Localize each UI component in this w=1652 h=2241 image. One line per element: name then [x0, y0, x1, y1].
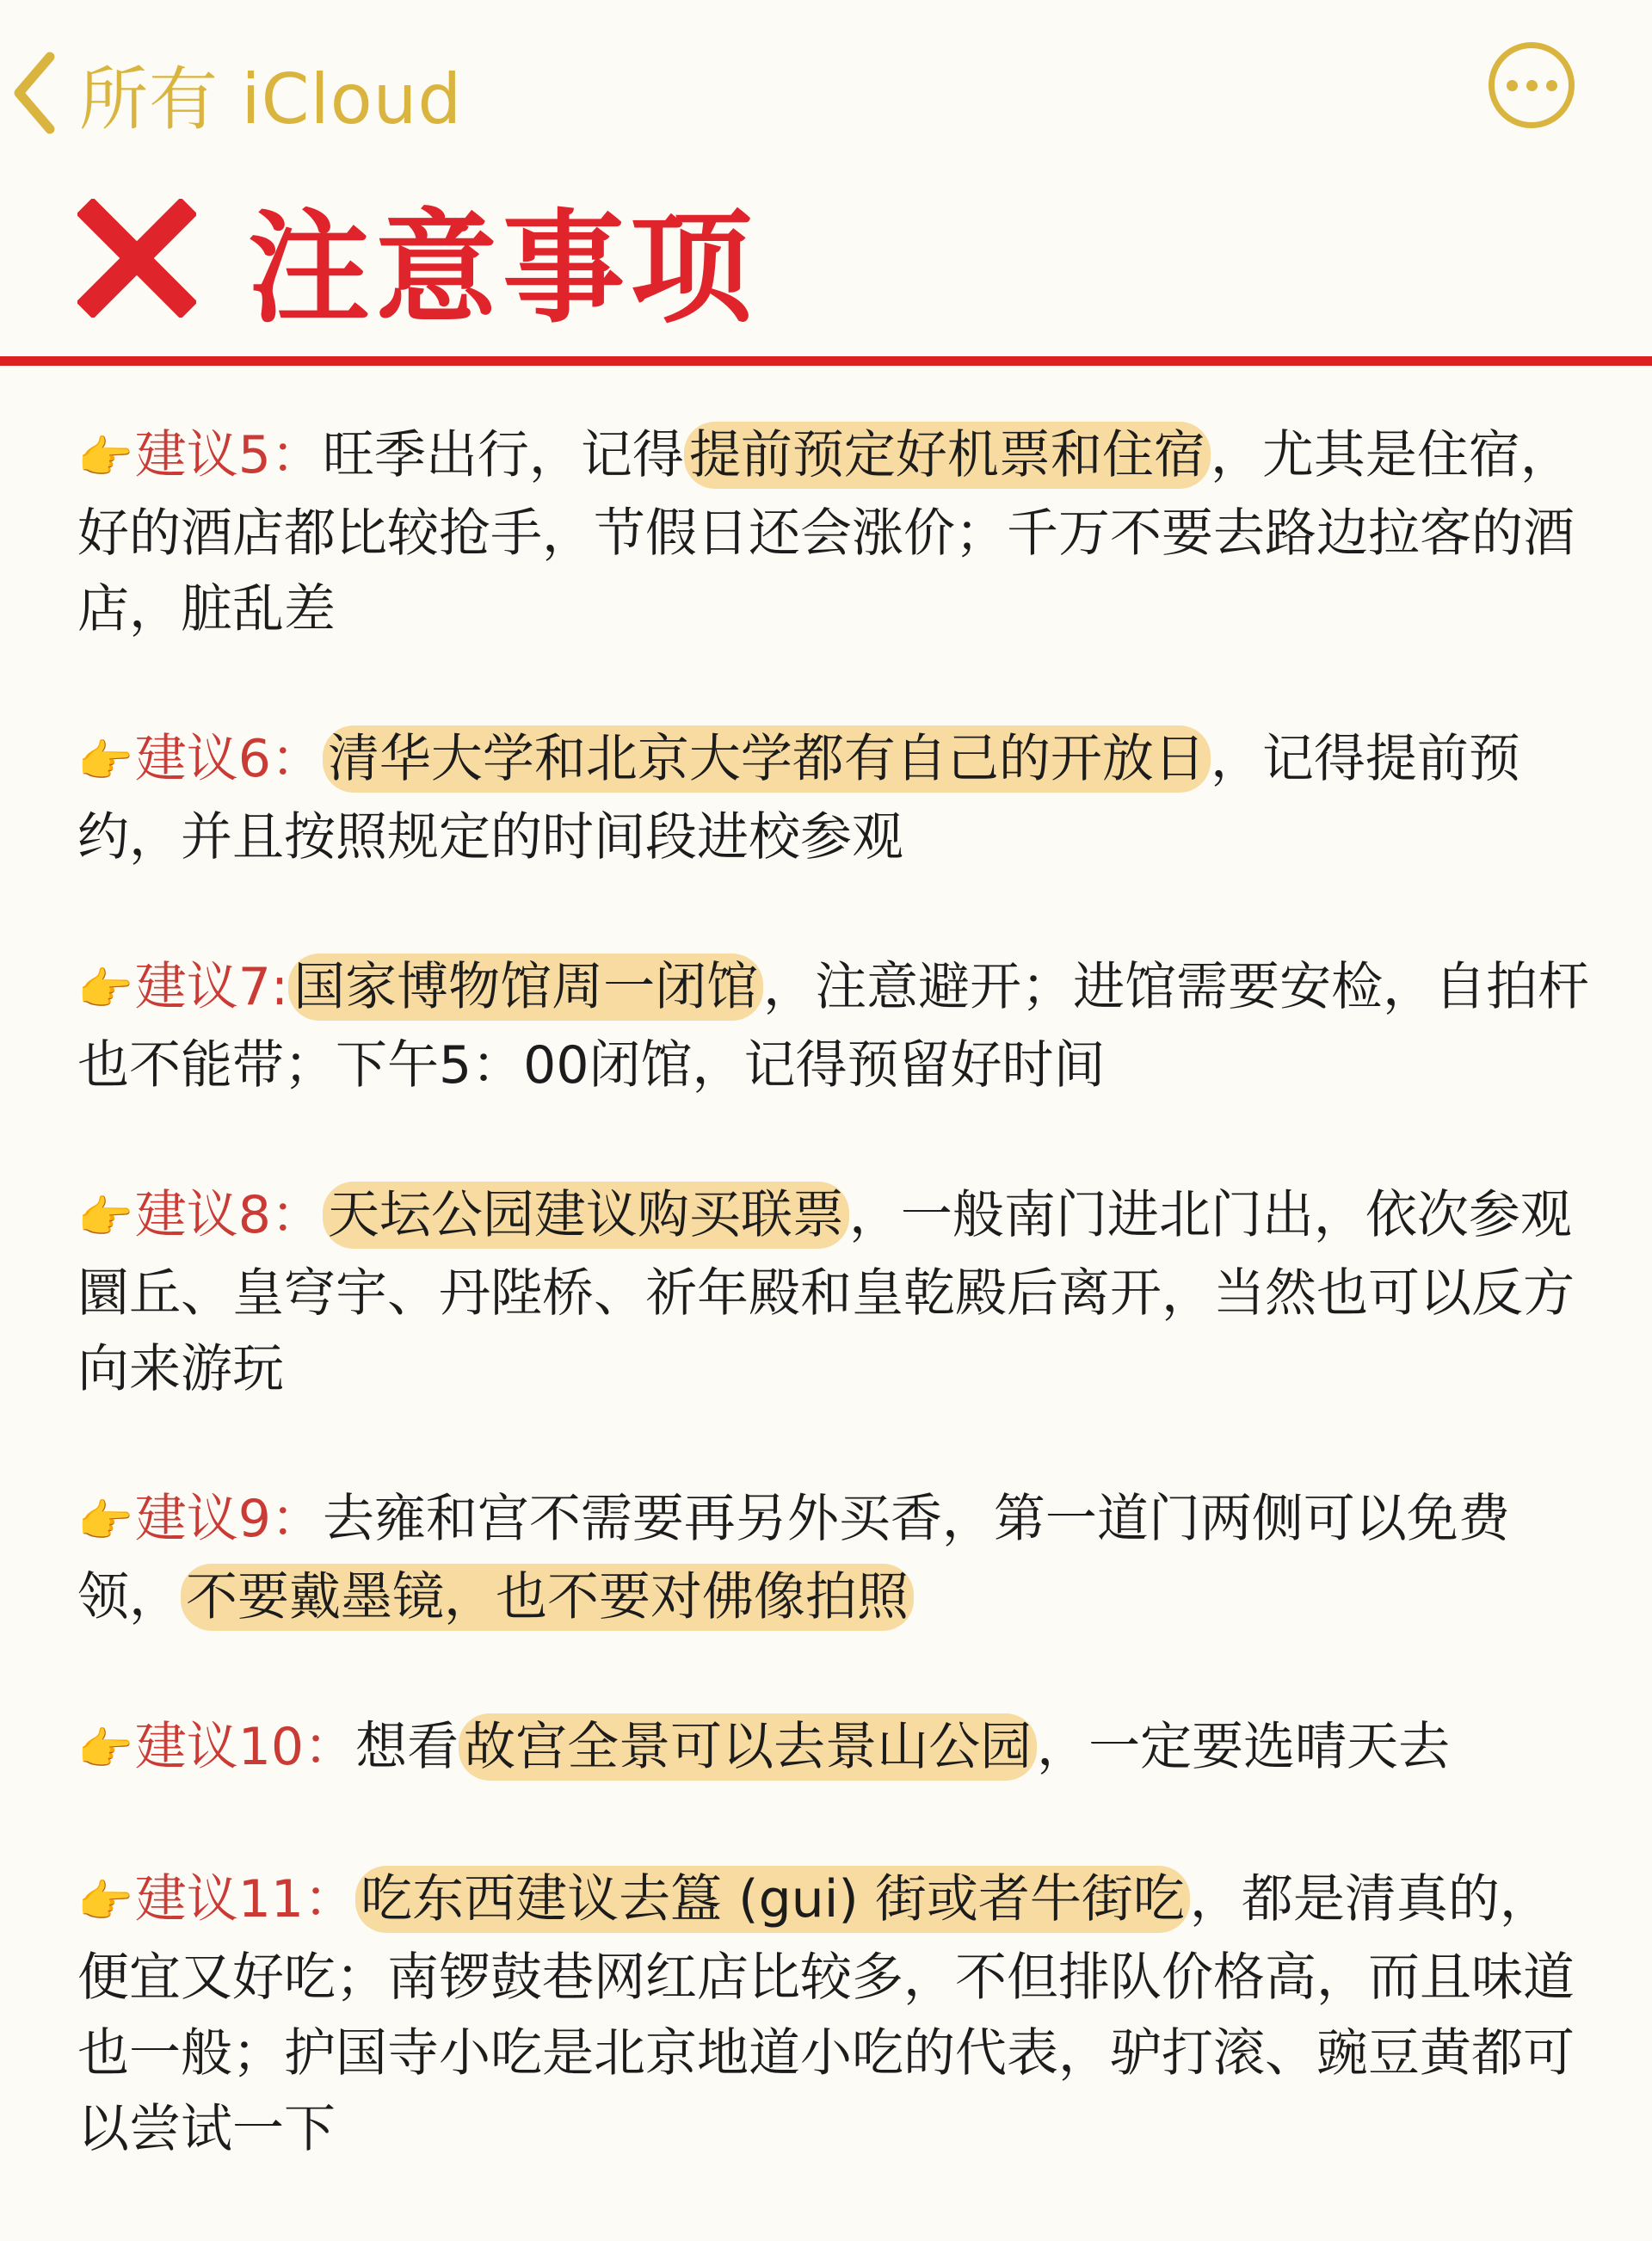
tip-text: ，一定要选晴天去 — [1037, 1717, 1451, 1777]
tip-label: 建议11： — [134, 1869, 356, 1929]
tip-label: 建议9： — [134, 1489, 323, 1549]
tip-label: 建议6： — [134, 729, 323, 789]
tip-highlight: 提前预定好机票和住宿 — [684, 422, 1211, 489]
divider — [0, 356, 1652, 366]
tip-highlight: 清华大学和北京大学都有自己的开放日 — [323, 725, 1211, 793]
pointing-hand-icon: 👉 — [77, 736, 133, 787]
page-title: 注意事项 — [248, 198, 757, 340]
ellipsis-circle-icon[interactable] — [1489, 42, 1575, 128]
tip-item-5 — [77, 417, 1592, 647]
tip-label: 建议10： — [134, 1717, 356, 1777]
pointing-hand-icon: 👉 — [77, 1192, 133, 1244]
tip-label: 建议5： — [134, 425, 323, 485]
tip-item-9 — [77, 1481, 1592, 1635]
pointing-hand-icon: 👉 — [77, 1724, 133, 1775]
tip-item-10 — [77, 1709, 1592, 1787]
tips-list — [77, 417, 1592, 2241]
chevron-left-icon — [12, 52, 57, 134]
tip-highlight: 天坛公园建议购买联票 — [323, 1182, 849, 1249]
tip-text: ，尤其是住宿，好的酒店都比较抢手，节假日还会涨价；千万不要去路边拉客的酒店，脏乱差 — [77, 425, 1575, 639]
tip-highlight: 国家博物馆周一闭馆 — [288, 954, 763, 1021]
tip-label: 建议8： — [134, 1185, 323, 1245]
tip-highlight: 不要戴墨镜，也不要对佛像拍照 — [181, 1564, 914, 1631]
pointing-hand-icon: 👉 — [77, 432, 133, 484]
tip-item-8 — [77, 1177, 1592, 1407]
page-title-row — [77, 189, 757, 340]
back-label: 所有 iCloud — [79, 59, 463, 139]
pointing-hand-icon: 👉 — [77, 1876, 133, 1928]
tip-text: 想看 — [355, 1717, 459, 1777]
tip-text: 去雍和宫不需要再另外买香，第一道门两侧可以免费领， — [77, 1489, 1510, 1627]
tip-text: 旺季出行，记得 — [322, 425, 684, 485]
tip-text: ，都是清真的，便宜又好吃；南锣鼓巷网红店比较多，不但排队价格高，而且味道也一般；护国寺小吃是北京地道小吃的代表，驴打滚、豌豆黄都可以尝试一下 — [77, 1869, 1575, 2159]
tip-label: 建议7: — [134, 957, 289, 1017]
back-button[interactable] — [12, 41, 462, 145]
pointing-hand-icon: 👉 — [77, 1496, 133, 1547]
tip-text: ，记得提前预约，并且按照规定的时间段进校参观 — [77, 729, 1520, 867]
tip-text: ，注意避开；进馆需要安检，自拍杆也不能带；下午5：00闭馆，记得预留好时间 — [77, 957, 1590, 1096]
navigation-bar — [0, 0, 1652, 181]
red-cross-icon — [77, 199, 196, 318]
tip-item-6 — [77, 721, 1592, 875]
tip-highlight: 故宫全景可以去景山公园 — [459, 1713, 1037, 1781]
tip-item-11 — [77, 1861, 1592, 2167]
tip-text: ，一般南门进北门出，依次参观圜丘、皇穹宇、丹陛桥、祈年殿和皇乾殿后离开，当然也可以反方向来游玩 — [77, 1185, 1575, 1399]
pointing-hand-icon: 👉 — [77, 964, 133, 1016]
tip-highlight: 吃东西建议去簋 (gui) 街或者牛街吃 — [355, 1866, 1190, 1933]
tip-item-7 — [77, 949, 1592, 1103]
